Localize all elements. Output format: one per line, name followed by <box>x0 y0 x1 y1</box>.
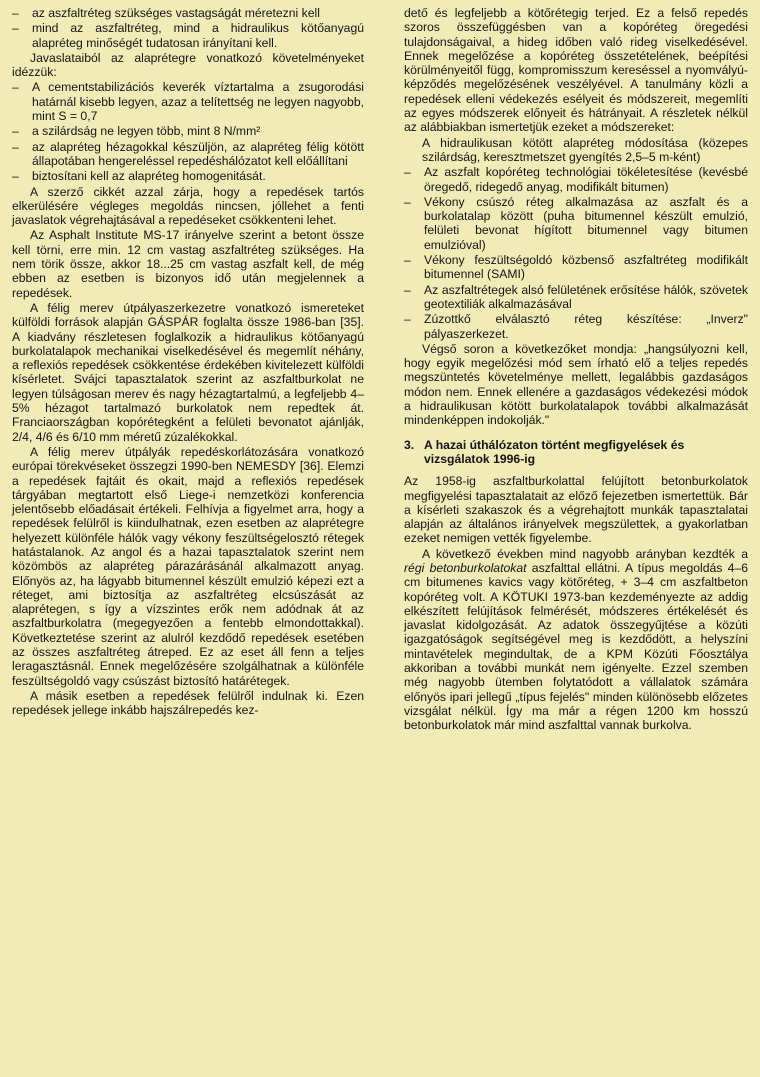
paragraph: A félig merev útpályák repedéskorlátozására vonatkozó európai törekvéseket összegzi 1990-ben NEMESDY [36]. Elemzi a repedések fajtáit és okait, majd a reflexiós repedések tárgyában megtartott első Liege-i nemzetközi konferencia jelentősebb előadásait értékeli. Felhívja a figyelmet arra, hogy a repedések felülről is kiindulhatnak, ezen esetben az alaprétegre helyezett különféle hálók vagy vékony feszültségelosztó rétegek hatástalanok. Az angol és a hazai tapasztalatok szerint nem közömbös az alapréteg párazárásánál alkalmazott anyag. Előnyös az, ha lágyabb bitumennel készült emulzió képezi ezt a réteget, ami biztosítja az aszfaltréteg elcsúszását az alaprétegen, s így a vízszintes erők nem adódnak át az aszfaltburkolatra (megegyezően a fentebb elmondottakkal). Következtetése szerint az alulról kezdődő repedések esetében az összes aszfaltréteg átreped. Ez az eset áll fenn a teljes leragasztásnál. Ennek megelőzésére szolgálhatnak a különféle feszültségoldó vagy csúszást biztosító határétegek. <box>12 444 364 688</box>
emphasis: régi betonburkolatokat <box>404 560 527 575</box>
text-run: A következő években mind nagyobb arányban kezdték a <box>422 546 748 561</box>
list-item: – Zúzottkő elválasztó réteg készítése: „Inverz" pályaszerkezet. <box>404 312 748 341</box>
paragraph: A félig merev útpályaszerkezetre vonatkozó ismereteket külföldi források alapján GÁSPÁR foglalta össze 1986-ban [35]. A kiadvány részletesen foglalkozik a hidraulikus kötőanyagú burkolatalapok mechanikai viselkedésével és megemlít néhány, a reflexiós repedések csökkentése érdekében kivitelezett külföldi kísérletet. Svájci tapasztalatok szerint az aszfaltburkolat ne legyen túlságosan merev és nagy hézagtartalmú, a legfeljebb 4–5% hézagot tartalmazó burkolatok nem repedtek át. Franciaországban kopórétegként a felületi bevonatot ajánlják, 2/4, 4/6 és 6/10 mm méretű zúzalékokkal. <box>12 300 364 444</box>
list-item: – mind az aszfaltréteg, mind a hidraulikus kötőanyagú alapréteg minőségét tudatosan irányítani kell. <box>12 21 364 50</box>
list-item: – Az aszfaltrétegek alsó felületének erősítése hálók, szövetek geotextiliák alkalmazásával <box>404 283 748 312</box>
paragraph: dető és legfeljebb a kötőrétegig terjed. Ez a felső repedés szoros összefüggésben van a kopóréteg öregedési tulajdonságaival, a hideg időben való rideg viselkedésével. Ennek megelőzése a kopóréteg összetételének, beépítési körülményeitől függ, kompromisszum kereséssel a nyomvályú-képződés megelőzésének veszélyével. A tanulmány közli a repedések elleni védekezés esélyeit és módszereit, megemlíti az egyes módszerek előnyeit és hátrányait. A részletek nélkül az alábbiakban ismertetjük ezeket a módszereket: <box>404 6 748 135</box>
section-heading <box>404 438 748 467</box>
paragraph: Az 1958-ig aszfaltburkolattal felújított betonburkolatok megfigyelési tapasztalatait az előző fejezetben ismertettük. Bár a kísérleti szakaszok és a végrehajtott munkák tapasztalatai alapján az általános irányelvek megszülettek, a gyakorlatban ezeket nemigen vették figyelembe. <box>404 474 748 546</box>
paragraph: A hidraulikusan kötött alapréteg módosítása (közepes szilárdság, keresztmetszet gyengítés 2,5–5 m-ként) <box>422 135 748 164</box>
prevention-methods-list <box>404 165 748 341</box>
methods-block <box>404 136 748 165</box>
section-number: 3. <box>404 437 415 452</box>
list-item: – A cementstabilizációs keverék víztartalma a zsugorodási határnál kisebb legyen, azaz a telítettség ne legyen nagyobb, mint S = 0,7 <box>12 80 364 123</box>
paragraph: A másik esetben a repedések felülről indulnak ki. Ezen repedések jellege inkább hajszálrepedés kez- <box>12 688 364 718</box>
text-run: aszfalttal ellátni. A típus megoldás 4–6 cm bitumenes kavics vagy kötőréteg, + 3–4 cm aszfaltbeton kopóréteg volt. A KÖTUKI 1973-ban kezdeményezte az addig elkészített felújítások felmérését, módszeres értékelését és javaslat kidolgozását. Az adatok összegyűjtése a közúti igazgatóságok segítségével meg is kezdődött, a helyszíni mintavételek megindultak, de a KPM Közúti Főosztálya akkoriban a további munkát nem igényelte. Ezzel szemben még nagyobb ütemben folytatódott a vállalatok számára előnyös ipari jellegű „típus fejelés" minden különösebb előzetes vizsgálat nélkül. Így ma már a régen 1200 km hosszú betonburkolatok már mind aszfalttal vannak burkolva. <box>404 560 748 733</box>
list-item: – az alapréteg hézagokkal készüljön, az alapréteg félig kötött állapotában hengereléssel repedéshálózatot kell előállítani <box>12 140 364 169</box>
paragraph <box>404 547 748 733</box>
paragraph: Végső soron a következőket mondja: „hangsúlyozni kell, hogy egyik megelőzési mód sem írható elő a teljes repedés megszüntetés követelménye mellett, legalábbis gazdaságos módon nem. Ennek ellenére a gazdaságos védekezési módok a hidraulikusan kötött burkolatalapok további alkalmazását mindenképpen indokolják." <box>404 341 748 428</box>
left-column <box>12 6 364 719</box>
list-item: – Vékony csúszó réteg alkalmazása az aszfalt és a burkolatalap között (puha bitumennel készült emulzió, felületi bevonat hígított bitumennel vagy bitumen emulzióval) <box>404 195 748 252</box>
thickness-requirements-list <box>12 6 364 50</box>
list-item: – a szilárdság ne legyen több, mint 8 N/mm² <box>12 124 364 138</box>
list-item: – Az aszfalt kopóréteg technológiai tökéletesítése (kevésbé öregedő, ridegedő anyag, modifikált bitumen) <box>404 165 748 194</box>
paragraph: Az Asphalt Institute MS-17 irányelve szerint a betont össze kell törni, erre min. 12 cm vastag aszfaltréteg szükséges. Ha nem törik össze, akkor 18...25 cm vastag aszfalt kell, de még ebben az esetben is bizonyos idő után megjelennek a repedések. <box>12 228 364 300</box>
list-item: – biztosítani kell az alapréteg homogenitását. <box>12 169 364 183</box>
base-layer-requirements-list <box>12 80 364 183</box>
paragraph: A szerző cikkét azzal zárja, hogy a repedések tartós elkerülésére végleges megoldás nincsen, jóllehet a fenti javaslatok végrehajtásával a repedéseket csökkenteni lehet. <box>12 184 364 228</box>
paragraph: Javaslataiból az alaprétegre vonatkozó követelményeket idézzük: <box>12 50 364 80</box>
right-column <box>404 6 748 734</box>
section-title: A hazai úthálózaton történt megfigyelések és vizsgálatok 1996-ig <box>424 437 685 466</box>
list-item: – az aszfaltréteg szükséges vastagságát méretezni kell <box>12 6 364 20</box>
list-item: – Vékony feszültségoldó közbenső aszfaltréteg modifikált bitumennel (SAMI) <box>404 253 748 282</box>
